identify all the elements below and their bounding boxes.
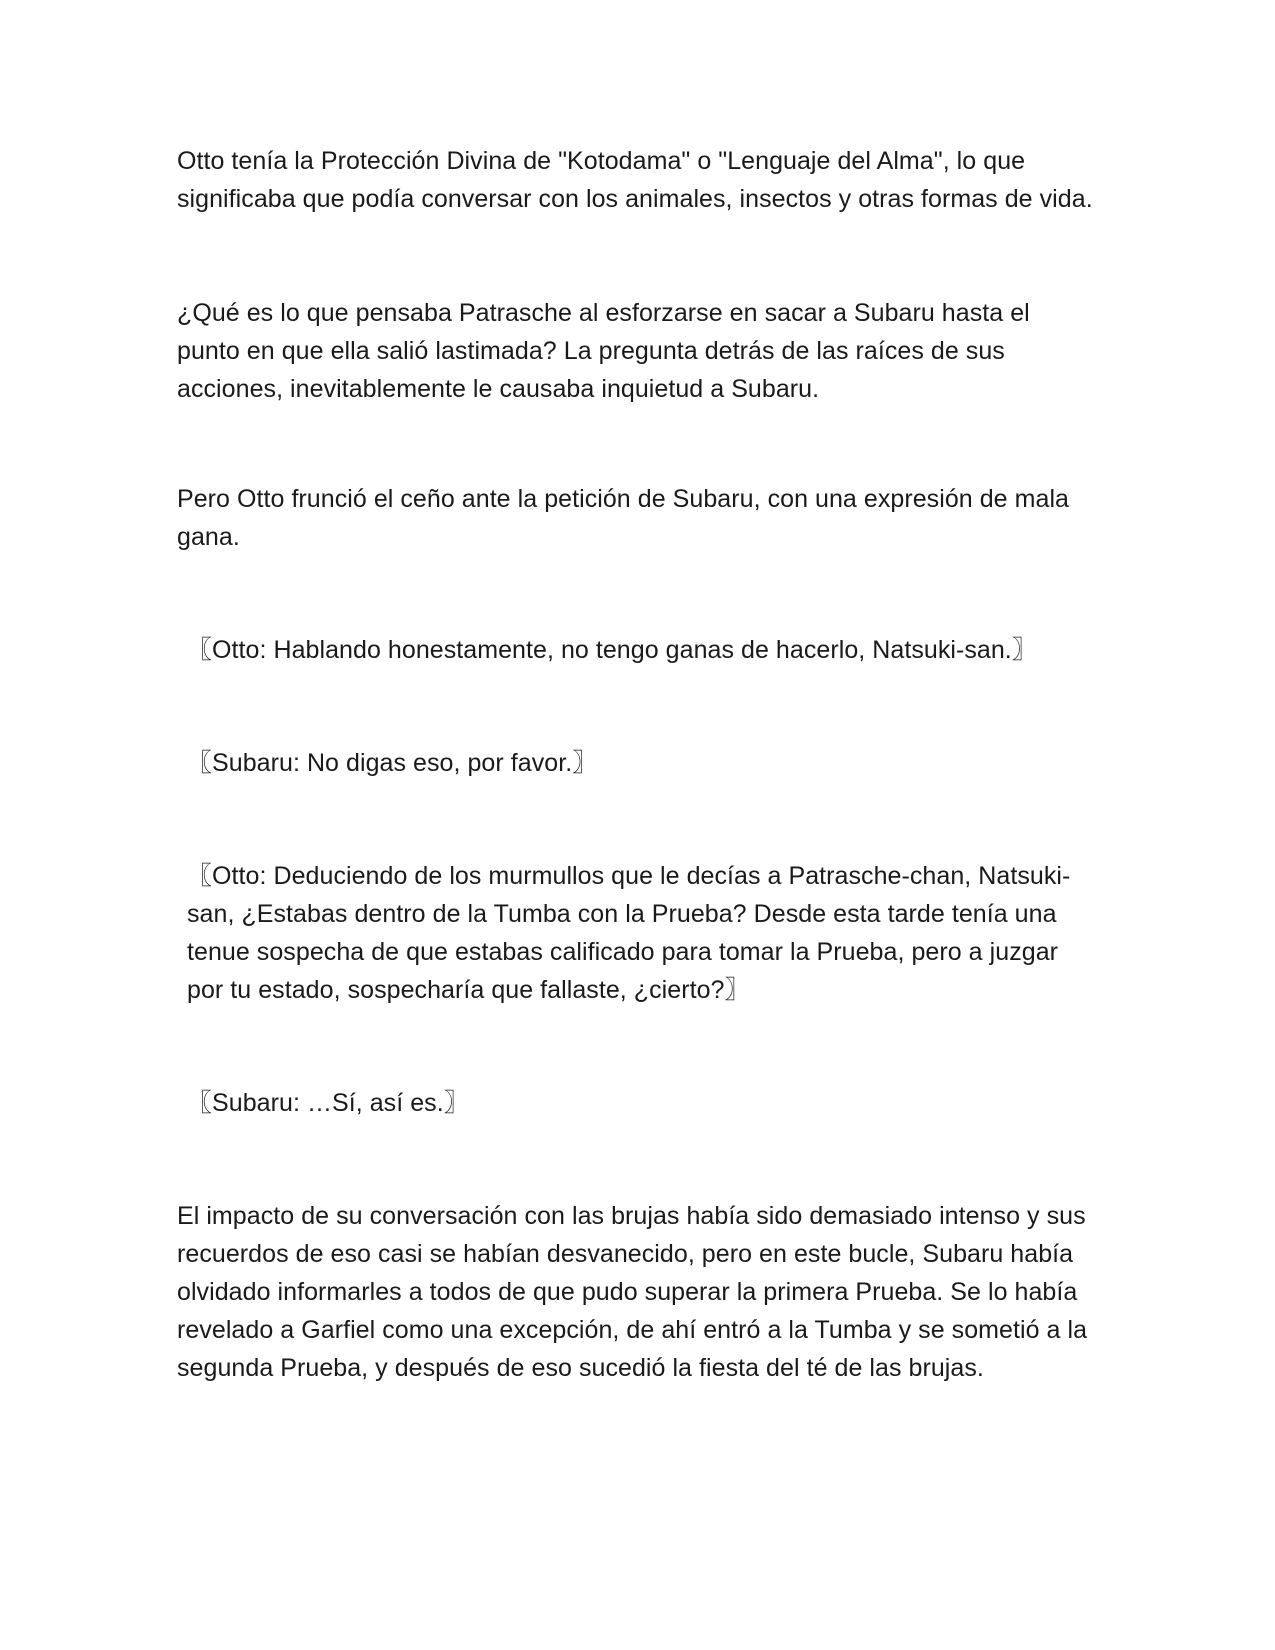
dialogue-subaru-2: 〖Subaru: …Sí, así es.〗 (187, 1089, 469, 1117)
paragraph-witches-tea-party: El impacto de su conversación con las brujas había sido demasiado intenso y sus recuerdos de eso casi se habían desvanecido, pero en este bucle, Subaru había olvidado informarles a todos de que pudo superar la primera Prueba. Se lo había revelado a Garfiel como una excepción, de ahí entró a la Tumba y se sometió a la segunda Prueba, y después de eso sucedió la fiesta del té de las brujas. (177, 1202, 1088, 1382)
paragraph-otto-frown: Pero Otto frunció el ceño ante la petición de Subaru, con una expresión de mala gana. (177, 485, 1070, 551)
dialogue-otto-1: 〖Otto: Hablando honestamente, no tengo ganas de hacerlo, Natsuki-san.〗 (187, 636, 1037, 664)
dialogue-otto-2: 〖Otto: Deduciendo de los murmullos que le decías a Patrasche-chan, Natsuki-san, ¿Estabas dentro de la Tumba con la Prueba? Desde esta tarde tenía una tenue sospecha de que estabas calificado para tomar la Prueba, pero a juzgar por tu estado, sospecharía que fallaste, ¿cierto?〗 (187, 862, 1071, 1004)
dialogue-subaru-1: 〖Subaru: No digas eso, por favor.〗 (187, 749, 598, 777)
paragraph-kotodama: Otto tenía la Protección Divina de "Kotodama" o "Lenguaje del Alma", lo que significaba que podía conversar con los animales, insectos y otras formas de vida. (177, 147, 1093, 213)
paragraph-patrasche-question: ¿Qué es lo que pensaba Patrasche al esforzarse en sacar a Subaru hasta el punto en que ella salió lastimada? La pregunta detrás de las raíces de sus acciones, inevitablemente le causaba inquietud a Subaru. (177, 299, 1030, 403)
document-body (177, 142, 1097, 1387)
